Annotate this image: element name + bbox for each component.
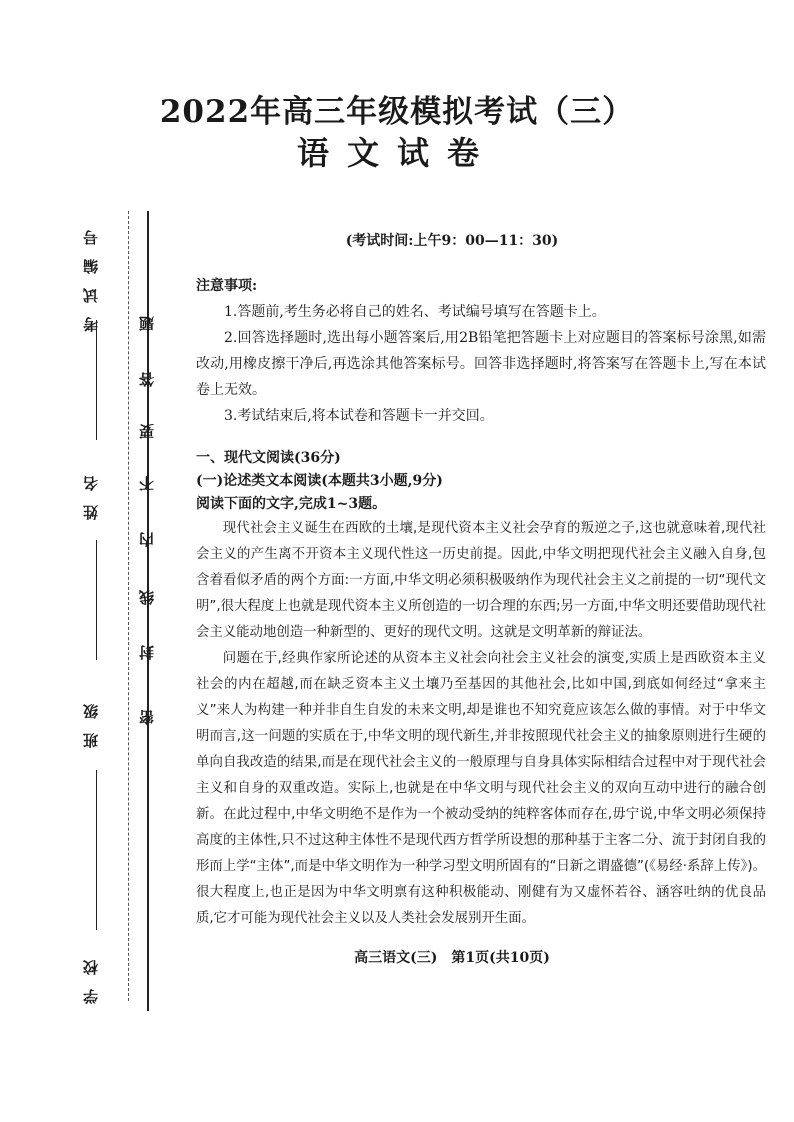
section-title: 一、现代文阅读(36分)	[196, 450, 341, 466]
exam-title: 2022年高三年级模拟考试（三）	[159, 94, 635, 130]
seal-char: 密	[138, 710, 156, 725]
field-name-blank[interactable]	[96, 540, 97, 660]
seal-dashed-line	[128, 211, 129, 1001]
page-footer: 高三语文(三) 第1页(共10页)	[354, 950, 550, 966]
seal-char: 答	[138, 372, 156, 387]
reading-instruction: 阅读下面的文字,完成1~3题。	[196, 496, 387, 512]
subject-title: 语文试卷	[296, 134, 497, 172]
subsection-title: (一)论述类文本阅读(本题共3小题,9分)	[196, 473, 443, 489]
field-exam-number-label: 考试编号	[82, 216, 100, 332]
seal-char: 封	[138, 645, 156, 660]
seal-char: 要	[138, 424, 156, 439]
exam-time: (考试时间:上午9：00—11：30)	[345, 233, 559, 249]
main-content	[196, 274, 766, 932]
field-class-blank[interactable]	[96, 770, 97, 930]
passage-paragraph: 问题在于,经典作家所论述的从资本主义社会向社会主义社会的演变,实质上是西欧资本主义社会的内在超越,而在缺乏资本主义土壤乃至基因的其他社会,比如中国,到底如何经过“拿来主义”来人为构建一种并非自生自发的未来文明,却是谁也不知究竟应该怎么做的事情。对于中华文明而言,这一问题的实质在于,中华文明的现代新生,并非按照现代社会主义的抽象原则进行生硬的单向自我改造的结果,而是在现代社会主义的一般原理与自身具体实际相结合过程中对于现代社会主义和自身的双重改造。实际上,也就是在中华文明与现代社会主义的双向互动中进行的融合创新。在此过程中,中华文明绝不是作为一个被动受纳的纯粹客体而存在,毋宁说,中华文明必须保持高度的主体性,只不过这种主体性不是现代西方哲学所设想的那种基于主客二分、流于封闭自我的形而上学“主体”,而是中华文明作为一种学习型文明所固有的“日新之谓盛德”(《易经·系辞上传》)。很大程度上,也正是因为中华文明禀有这种积极能动、刚健有为又虚怀若谷、涵容吐纳的优良品质,它才可能为现代社会主义以及人类社会发展别开生面。	[196, 651, 766, 926]
note-item: 1.答题前,考生务必将自己的姓名、考试编号填写在答题卡上。	[224, 304, 606, 320]
seal-char: 内	[138, 532, 156, 547]
seal-char: 线	[138, 590, 156, 605]
field-class-label: 班级	[82, 690, 100, 748]
seal-solid-line	[147, 211, 149, 1011]
field-name-label: 姓名	[82, 462, 100, 520]
seal-char: 不	[138, 476, 156, 491]
passage-paragraph: 现代社会主义诞生在西欧的土壤,是现代资本主义社会孕育的叛逆之子,这也就意味着,现代社会主义的产生离不开资本主义现代性这一历史前提。因此,中华文明把现代社会主义融入自身,包含着看似矛盾的两个方面:一方面,中华文明必须积极吸纳作为现代社会主义之前提的一切“现代文明”,很大程度上也就是现代资本主义所创造的一切合理的东西;另一方面,中华文明还要借助现代社会主义能动地创造一种新型的、更好的现代文明。这就是文明革新的辩证法。	[196, 521, 766, 640]
seal-char: 题	[138, 316, 156, 331]
note-item: 2.回答选择题时,选出每小题答案后,用2B铅笔把答题卡上对应题目的答案标号涂黑,如需改动,用橡皮擦干净后,再选涂其他答案标号。回答非选择题时,将答案写在答题卡上,写在本试卷上无效。	[196, 330, 766, 398]
note-item: 3.考试结束后,将本试卷和答题卡一并交回。	[224, 408, 494, 424]
field-exam-number-blank[interactable]	[96, 320, 97, 440]
field-school-label: 学校	[82, 946, 100, 1004]
notes-title: 注意事项:	[196, 278, 258, 294]
